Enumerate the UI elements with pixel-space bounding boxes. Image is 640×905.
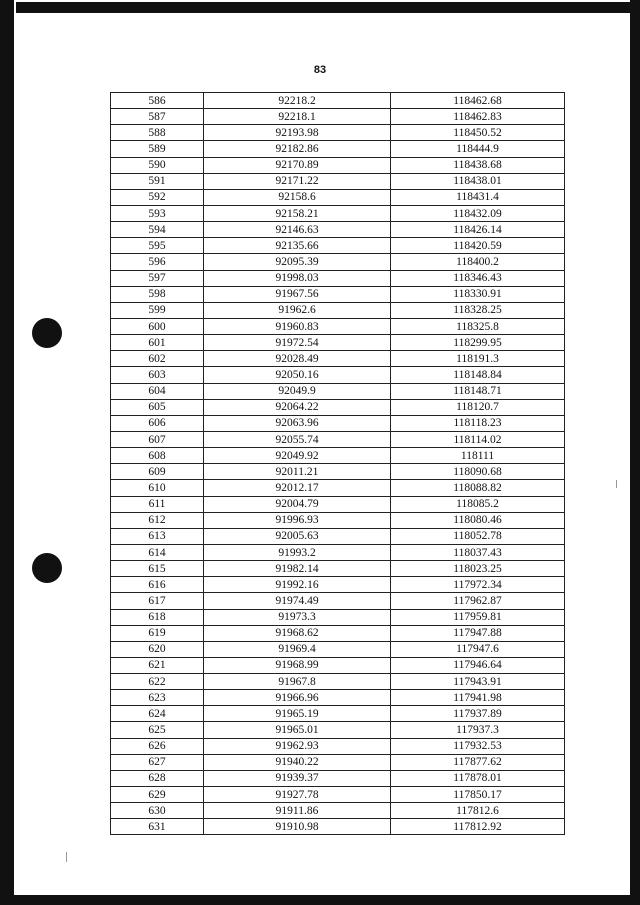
y-coordinate-cell: 118346.43 xyxy=(391,270,565,286)
scan-border-top xyxy=(16,2,640,13)
table-row xyxy=(111,544,565,560)
y-coordinate-cell: 118426.14 xyxy=(391,222,565,238)
y-coordinate-cell: 118111 xyxy=(391,448,565,464)
x-coordinate-cell: 91960.83 xyxy=(204,318,391,334)
scan-speck xyxy=(66,852,67,862)
table-row xyxy=(111,431,565,447)
x-coordinate-cell: 91973.3 xyxy=(204,609,391,625)
y-coordinate-cell: 118118.23 xyxy=(391,415,565,431)
point-number-cell: 601 xyxy=(111,335,204,351)
y-coordinate-cell: 118080.46 xyxy=(391,512,565,528)
y-coordinate-cell: 118438.01 xyxy=(391,173,565,189)
y-coordinate-cell: 118148.71 xyxy=(391,383,565,399)
table-row xyxy=(111,480,565,496)
y-coordinate-cell: 117962.87 xyxy=(391,593,565,609)
y-coordinate-cell: 117937.3 xyxy=(391,722,565,738)
y-coordinate-cell: 117941.98 xyxy=(391,690,565,706)
x-coordinate-cell: 92005.63 xyxy=(204,528,391,544)
table-row xyxy=(111,609,565,625)
point-number-cell: 617 xyxy=(111,593,204,609)
x-coordinate-cell: 91927.78 xyxy=(204,787,391,803)
point-number-cell: 624 xyxy=(111,706,204,722)
table-row xyxy=(111,238,565,254)
point-number-cell: 589 xyxy=(111,141,204,157)
y-coordinate-cell: 117812.92 xyxy=(391,819,565,835)
y-coordinate-cell: 117812.6 xyxy=(391,803,565,819)
table-row xyxy=(111,803,565,819)
point-number-cell: 631 xyxy=(111,819,204,835)
point-number-cell: 618 xyxy=(111,609,204,625)
point-number-cell: 588 xyxy=(111,125,204,141)
y-coordinate-cell: 118090.68 xyxy=(391,464,565,480)
table-row xyxy=(111,109,565,125)
y-coordinate-cell: 118088.82 xyxy=(391,480,565,496)
x-coordinate-cell: 91993.2 xyxy=(204,544,391,560)
y-coordinate-cell: 118444.9 xyxy=(391,141,565,157)
y-coordinate-cell: 118450.52 xyxy=(391,125,565,141)
punch-hole-lower xyxy=(32,553,62,583)
point-number-cell: 626 xyxy=(111,738,204,754)
x-coordinate-cell: 92064.22 xyxy=(204,399,391,415)
scan-border-left xyxy=(0,0,14,905)
table-row xyxy=(111,754,565,770)
y-coordinate-cell: 118420.59 xyxy=(391,238,565,254)
table-row xyxy=(111,770,565,786)
y-coordinate-cell: 118328.25 xyxy=(391,302,565,318)
x-coordinate-cell: 91967.8 xyxy=(204,674,391,690)
point-number-cell: 607 xyxy=(111,431,204,447)
point-number-cell: 609 xyxy=(111,464,204,480)
table-row xyxy=(111,141,565,157)
y-coordinate-cell: 118462.68 xyxy=(391,93,565,109)
y-coordinate-cell: 118037.43 xyxy=(391,544,565,560)
table-row xyxy=(111,205,565,221)
x-coordinate-cell: 91911.86 xyxy=(204,803,391,819)
table-row xyxy=(111,722,565,738)
x-coordinate-cell: 91969.4 xyxy=(204,641,391,657)
x-coordinate-cell: 91992.16 xyxy=(204,577,391,593)
x-coordinate-cell: 92004.79 xyxy=(204,496,391,512)
table-row xyxy=(111,448,565,464)
point-number-cell: 627 xyxy=(111,754,204,770)
y-coordinate-cell: 118023.25 xyxy=(391,561,565,577)
table-row xyxy=(111,125,565,141)
x-coordinate-cell: 92055.74 xyxy=(204,431,391,447)
table-row xyxy=(111,787,565,803)
point-number-cell: 623 xyxy=(111,690,204,706)
x-coordinate-cell: 91972.54 xyxy=(204,335,391,351)
point-number-cell: 615 xyxy=(111,561,204,577)
y-coordinate-cell: 118191.3 xyxy=(391,351,565,367)
x-coordinate-cell: 92050.16 xyxy=(204,367,391,383)
scan-border-bottom xyxy=(14,895,640,905)
table-row xyxy=(111,415,565,431)
table-row xyxy=(111,157,565,173)
x-coordinate-cell: 92218.2 xyxy=(204,93,391,109)
point-number-cell: 629 xyxy=(111,787,204,803)
x-coordinate-cell: 91996.93 xyxy=(204,512,391,528)
y-coordinate-cell: 117850.17 xyxy=(391,787,565,803)
y-coordinate-cell: 117972.34 xyxy=(391,577,565,593)
y-coordinate-cell: 118431.4 xyxy=(391,189,565,205)
point-number-cell: 604 xyxy=(111,383,204,399)
point-number-cell: 595 xyxy=(111,238,204,254)
y-coordinate-cell: 117946.64 xyxy=(391,657,565,673)
x-coordinate-cell: 91967.56 xyxy=(204,286,391,302)
y-coordinate-cell: 118462.83 xyxy=(391,109,565,125)
point-number-cell: 605 xyxy=(111,399,204,415)
x-coordinate-cell: 92170.89 xyxy=(204,157,391,173)
scan-speck xyxy=(616,480,617,488)
y-coordinate-cell: 118120.7 xyxy=(391,399,565,415)
x-coordinate-cell: 92158.21 xyxy=(204,205,391,221)
x-coordinate-cell: 92171.22 xyxy=(204,173,391,189)
point-number-cell: 597 xyxy=(111,270,204,286)
point-number-cell: 587 xyxy=(111,109,204,125)
x-coordinate-cell: 92049.92 xyxy=(204,448,391,464)
table-row xyxy=(111,189,565,205)
y-coordinate-cell: 118438.68 xyxy=(391,157,565,173)
point-number-cell: 630 xyxy=(111,803,204,819)
y-coordinate-cell: 118330.91 xyxy=(391,286,565,302)
point-number-cell: 620 xyxy=(111,641,204,657)
x-coordinate-cell: 92146.63 xyxy=(204,222,391,238)
y-coordinate-cell: 118400.2 xyxy=(391,254,565,270)
point-number-cell: 612 xyxy=(111,512,204,528)
point-number-cell: 614 xyxy=(111,544,204,560)
table-row xyxy=(111,222,565,238)
table-body xyxy=(111,93,565,835)
x-coordinate-cell: 91910.98 xyxy=(204,819,391,835)
table-row xyxy=(111,399,565,415)
x-coordinate-cell: 92049.9 xyxy=(204,383,391,399)
y-coordinate-cell: 117932.53 xyxy=(391,738,565,754)
point-number-cell: 593 xyxy=(111,205,204,221)
point-number-cell: 625 xyxy=(111,722,204,738)
table-row xyxy=(111,351,565,367)
x-coordinate-cell: 91965.01 xyxy=(204,722,391,738)
table-row xyxy=(111,641,565,657)
table-row xyxy=(111,254,565,270)
table-row xyxy=(111,173,565,189)
y-coordinate-cell: 118299.95 xyxy=(391,335,565,351)
table-row xyxy=(111,286,565,302)
point-number-cell: 596 xyxy=(111,254,204,270)
table-row xyxy=(111,464,565,480)
x-coordinate-cell: 91939.37 xyxy=(204,770,391,786)
point-number-cell: 590 xyxy=(111,157,204,173)
x-coordinate-cell: 92095.39 xyxy=(204,254,391,270)
x-coordinate-cell: 92158.6 xyxy=(204,189,391,205)
x-coordinate-cell: 91982.14 xyxy=(204,561,391,577)
point-number-cell: 600 xyxy=(111,318,204,334)
y-coordinate-cell: 118325.8 xyxy=(391,318,565,334)
table-row xyxy=(111,593,565,609)
y-coordinate-cell: 118148.84 xyxy=(391,367,565,383)
x-coordinate-cell: 91962.93 xyxy=(204,738,391,754)
x-coordinate-cell: 92028.49 xyxy=(204,351,391,367)
table-row xyxy=(111,738,565,754)
point-number-cell: 592 xyxy=(111,189,204,205)
point-number-cell: 594 xyxy=(111,222,204,238)
scan-border-right xyxy=(630,0,640,905)
x-coordinate-cell: 91940.22 xyxy=(204,754,391,770)
table-row xyxy=(111,561,565,577)
point-number-cell: 621 xyxy=(111,657,204,673)
point-number-cell: 603 xyxy=(111,367,204,383)
x-coordinate-cell: 91966.96 xyxy=(204,690,391,706)
x-coordinate-cell: 92193.98 xyxy=(204,125,391,141)
x-coordinate-cell: 92218.1 xyxy=(204,109,391,125)
table-row xyxy=(111,625,565,641)
x-coordinate-cell: 92012.17 xyxy=(204,480,391,496)
x-coordinate-cell: 92011.21 xyxy=(204,464,391,480)
point-number-cell: 622 xyxy=(111,674,204,690)
table-row xyxy=(111,383,565,399)
x-coordinate-cell: 92182.86 xyxy=(204,141,391,157)
table-row xyxy=(111,318,565,334)
table-row xyxy=(111,302,565,318)
point-number-cell: 616 xyxy=(111,577,204,593)
point-number-cell: 602 xyxy=(111,351,204,367)
y-coordinate-cell: 118432.09 xyxy=(391,205,565,221)
table-row xyxy=(111,367,565,383)
x-coordinate-cell: 91968.99 xyxy=(204,657,391,673)
point-number-cell: 610 xyxy=(111,480,204,496)
y-coordinate-cell: 118114.02 xyxy=(391,431,565,447)
page-number: 83 xyxy=(313,64,327,76)
table-row xyxy=(111,577,565,593)
x-coordinate-cell: 91965.19 xyxy=(204,706,391,722)
table-row xyxy=(111,657,565,673)
point-number-cell: 628 xyxy=(111,770,204,786)
table-row xyxy=(111,819,565,835)
x-coordinate-cell: 92063.96 xyxy=(204,415,391,431)
x-coordinate-cell: 91974.49 xyxy=(204,593,391,609)
table-row xyxy=(111,496,565,512)
table-row xyxy=(111,690,565,706)
x-coordinate-cell: 92135.66 xyxy=(204,238,391,254)
y-coordinate-cell: 117877.62 xyxy=(391,754,565,770)
table-row xyxy=(111,706,565,722)
point-number-cell: 606 xyxy=(111,415,204,431)
x-coordinate-cell: 91968.62 xyxy=(204,625,391,641)
table-row xyxy=(111,335,565,351)
point-number-cell: 599 xyxy=(111,302,204,318)
table-row xyxy=(111,270,565,286)
point-number-cell: 591 xyxy=(111,173,204,189)
point-number-cell: 598 xyxy=(111,286,204,302)
y-coordinate-cell: 117937.89 xyxy=(391,706,565,722)
y-coordinate-cell: 117947.88 xyxy=(391,625,565,641)
point-number-cell: 619 xyxy=(111,625,204,641)
table-row xyxy=(111,93,565,109)
table-row xyxy=(111,674,565,690)
punch-hole-upper xyxy=(32,318,62,348)
point-number-cell: 611 xyxy=(111,496,204,512)
y-coordinate-cell: 117943.91 xyxy=(391,674,565,690)
y-coordinate-cell: 117959.81 xyxy=(391,609,565,625)
y-coordinate-cell: 117878.01 xyxy=(391,770,565,786)
point-number-cell: 586 xyxy=(111,93,204,109)
y-coordinate-cell: 118085.2 xyxy=(391,496,565,512)
table-row xyxy=(111,528,565,544)
x-coordinate-cell: 91998.03 xyxy=(204,270,391,286)
table-row xyxy=(111,512,565,528)
point-number-cell: 613 xyxy=(111,528,204,544)
point-number-cell: 608 xyxy=(111,448,204,464)
y-coordinate-cell: 117947.6 xyxy=(391,641,565,657)
y-coordinate-cell: 118052.78 xyxy=(391,528,565,544)
coordinate-table xyxy=(110,92,565,835)
x-coordinate-cell: 91962.6 xyxy=(204,302,391,318)
